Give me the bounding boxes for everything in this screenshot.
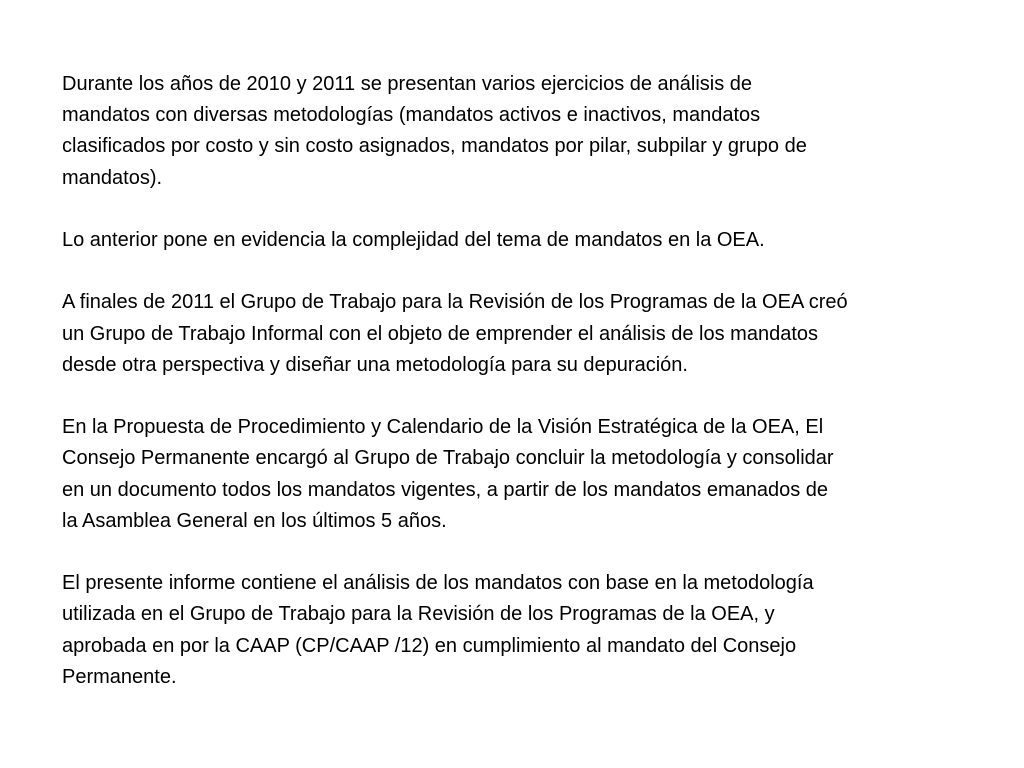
paragraph-complexity: Lo anterior pone en evidencia la complejidad del tema de mandatos en la OEA. [62, 229, 765, 251]
paragraph-report-content: El presente informe contiene el análisis de los mandatos con base en la metodología utilizada en el Grupo de Trabajo para la Revisión de los Programas de la OEA, y aprobada en por la CAAP (CP/CAAP /12) en cumplimiento al mandato del Consejo Permanente. [62, 572, 814, 688]
slide-text-body [62, 69, 1002, 693]
paragraph-informal-working-group: A finales de 2011 el Grupo de Trabajo para la Revisión de los Programas de la OEA creó un Grupo de Trabajo Informal con el objeto de emprender el análisis de los mandatos desde otra perspectiva y diseñar una metodología para su depuración. [62, 291, 848, 376]
paragraph-strategic-vision: En la Propuesta de Procedimiento y Calendario de la Visión Estratégica de la OEA, El Consejo Permanente encargó al Grupo de Trabajo concluir la metodología y consolidar en un documento todos los mandatos vigentes, a partir de los mandatos emanados de la Asamblea General en los últimos 5 años. [62, 416, 834, 532]
paragraph-mandate-exercises: Durante los años de 2010 y 2011 se presentan varios ejercicios de análisis de mandatos con diversas metodologías (mandatos activos e inactivos, mandatos clasificados por costo y sin costo asignados, mandatos por pilar, subpilar y grupo de mandatos). [62, 73, 807, 189]
